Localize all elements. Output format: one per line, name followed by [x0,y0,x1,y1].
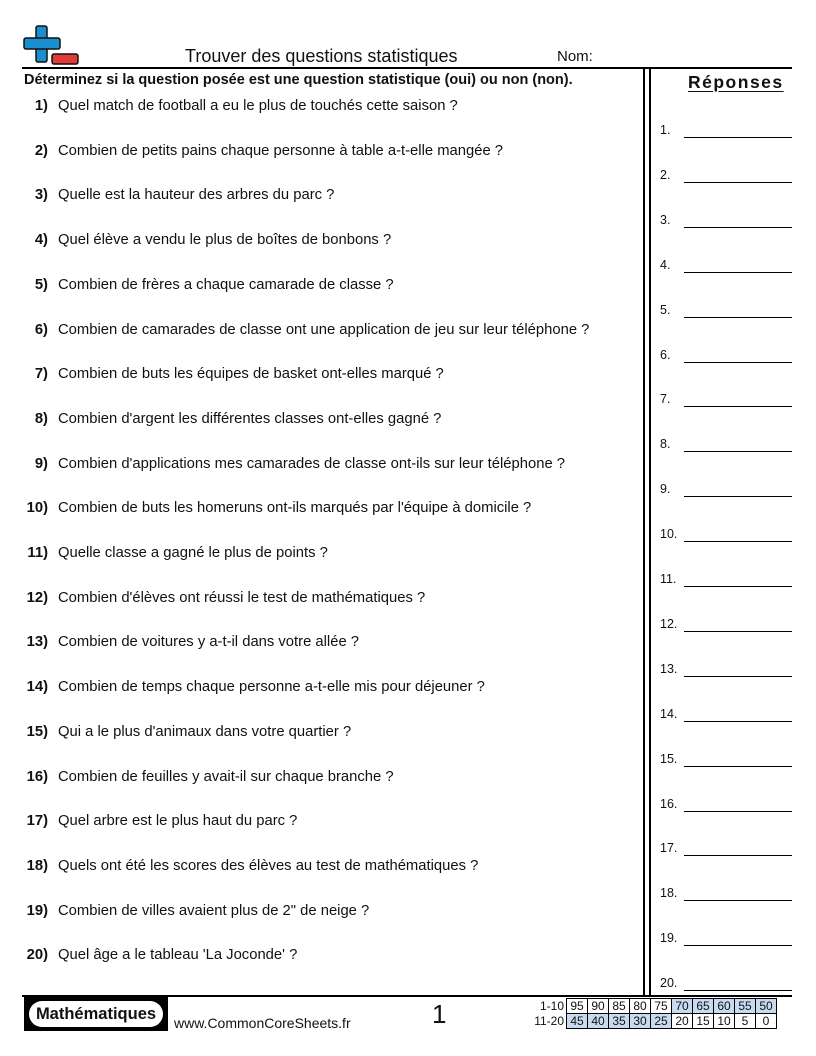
answer-number: 19. [660,931,678,946]
score-row-label: 11-20 [534,1014,564,1028]
answer-item [660,752,792,772]
question-text: Combien de petits pains chaque personne à table a-t-elle mangée ? [58,142,504,159]
score-cell: 60 [714,999,735,1014]
question-number: 4) [34,232,48,249]
question-text: Combien d'élèves ont réussi le test de mathématiques ? [58,589,426,606]
question-text: Combien de camarades de classe ont une application de jeu sur leur téléphone ? [58,321,590,338]
question-item [0,98,640,122]
page-number: 1 [432,999,447,1029]
score-cell: 80 [630,999,651,1014]
answer-blank-line[interactable] [684,227,792,228]
answer-number: 8. [660,437,671,452]
answer-item [660,437,792,457]
question-item [0,277,640,301]
score-cell: 90 [588,999,609,1014]
question-number: 20) [26,947,48,964]
question-item [0,947,640,971]
question-number: 14) [26,679,48,696]
question-text: Combien de voitures y a-t-il dans votre allée ? [58,634,360,651]
score-cell: 40 [588,1014,609,1029]
question-number: 7) [34,366,48,383]
answer-item [660,213,792,233]
question-number: 12) [26,589,48,606]
header-rule [22,67,792,69]
score-cell: 10 [714,1014,735,1029]
question-item [0,500,640,524]
question-text: Quel élève a vendu le plus de boîtes de bonbons ? [58,232,392,249]
question-text: Combien d'argent les différentes classes ont-elles gagné ? [58,410,442,427]
score-cell: 95 [567,999,588,1014]
answer-number: 1. [660,123,671,137]
answer-number: 6. [660,347,671,362]
question-item [0,634,640,658]
question-item [0,724,640,748]
answer-item [660,482,792,502]
question-item [0,143,640,167]
question-text: Combien de villes avaient plus de 2" de neige ? [58,902,370,919]
question-item [0,322,640,346]
answer-item [660,168,792,188]
answer-item [660,797,792,817]
answer-number: 17. [660,841,678,856]
question-item [0,232,640,256]
answer-blank-line[interactable] [684,541,792,542]
question-text: Quel arbre est le plus haut du parc ? [58,813,298,830]
score-row-label: 1-10 [539,999,564,1013]
answer-number: 13. [660,661,678,676]
answer-blank-line[interactable] [684,721,792,722]
answer-number: 14. [660,706,678,721]
answer-blank-line[interactable] [684,182,792,183]
answer-blank-line[interactable] [684,945,792,946]
answer-blank-line[interactable] [684,137,792,138]
answer-number: 9. [660,482,671,497]
answer-item [660,258,792,278]
question-number: 11) [27,545,48,561]
plus-minus-logo-icon [22,24,80,68]
question-item [0,813,640,837]
answer-item [660,617,792,637]
question-text: Combien de buts les équipes de basket ont-elles marqué ? [58,366,444,383]
score-cell: 85 [609,999,630,1014]
answer-number: 4. [660,257,671,272]
question-number: 8) [34,410,48,427]
question-text: Quelle est la hauteur des arbres du parc ? [58,187,335,204]
question-item [0,858,640,882]
score-cell: 15 [693,1014,714,1029]
answer-blank-line[interactable] [684,990,792,991]
answer-blank-line[interactable] [684,900,792,901]
question-item [0,679,640,703]
worksheet-title: Trouver des questions statistiques [185,46,458,66]
question-number: 19) [26,902,48,919]
answer-blank-line[interactable] [684,317,792,318]
answer-item [660,123,792,143]
answer-blank-line[interactable] [684,766,792,767]
question-item [0,411,640,435]
score-cell: 0 [756,1014,777,1029]
answer-item [660,348,792,368]
question-number: 17) [26,813,48,830]
answer-blank-line[interactable] [684,631,792,632]
question-number: 5) [34,276,48,293]
question-text: Quelle classe a gagné le plus de points ? [58,545,328,561]
answer-item [660,662,792,682]
score-cell: 25 [651,1014,672,1029]
score-cell: 75 [651,999,672,1014]
score-cell: 70 [672,999,693,1014]
question-text: Quel âge a le tableau 'La Joconde' ? [58,947,298,964]
instructions: Déterminez si la question posée est une question statistique (oui) ou non (non). [24,72,573,88]
question-number: 6) [34,321,48,338]
score-table [528,998,777,1029]
answer-number: 5. [660,302,671,317]
answer-blank-line[interactable] [684,811,792,812]
question-number: 13) [26,634,48,651]
question-text: Quel match de football a eu le plus de touchés cette saison ? [58,98,458,114]
answer-item [660,707,792,727]
question-item [0,366,640,390]
score-row-11-20 [528,1014,777,1029]
score-cell: 50 [756,999,777,1014]
question-text: Combien de feuilles y avait-il sur chaque branche ? [58,768,394,785]
question-item [0,903,640,927]
question-number: 16) [26,768,48,785]
answer-item [660,572,792,592]
score-cell: 35 [609,1014,630,1029]
score-cell: 20 [672,1014,693,1029]
answer-item [660,303,792,323]
score-cell: 65 [693,999,714,1014]
answer-item [660,392,792,412]
question-number: 18) [26,857,48,874]
answer-number: 10. [660,527,678,542]
score-cell: 5 [735,1014,756,1029]
question-number: 2) [34,142,48,159]
name-label: Nom: [557,48,593,65]
score-cell: 55 [735,999,756,1014]
answer-item [660,527,792,547]
answers-title: Réponses [688,72,784,92]
site-url: www.CommonCoreSheets.fr [174,1015,351,1031]
answer-number: 2. [660,167,671,182]
question-number: 15) [26,723,48,740]
question-number: 10) [26,500,48,517]
answer-item [660,931,792,951]
column-divider-left [643,67,645,997]
answer-item [660,886,792,906]
brand-label: Mathématiques [29,1001,163,1027]
question-number: 3) [34,187,48,204]
score-cell: 45 [567,1014,588,1029]
answer-item [660,976,792,996]
question-item [0,187,640,211]
question-number: 9) [34,455,48,472]
answer-blank-line[interactable] [684,676,792,677]
answer-blank-line[interactable] [684,451,792,452]
question-text: Combien de temps chaque personne a-t-elle mis pour déjeuner ? [58,679,485,696]
column-divider-right [649,67,651,997]
answer-item [660,841,792,861]
score-cell: 30 [630,1014,651,1029]
answer-number: 15. [660,751,678,766]
answer-number: 11. [660,572,677,586]
question-number: 1) [34,98,48,114]
question-text: Combien de buts les homeruns ont-ils marqués par l'équipe à domicile ? [58,500,532,517]
brand-badge [24,997,168,1031]
answer-blank-line[interactable] [684,272,792,273]
answer-number: 3. [660,212,671,227]
answer-blank-line[interactable] [684,855,792,856]
answer-number: 20. [660,976,678,991]
answer-number: 12. [660,616,678,631]
score-row-1-10 [528,999,777,1014]
answer-number: 18. [660,886,678,901]
question-text: Quels ont été les scores des élèves au test de mathématiques ? [58,857,479,874]
answer-blank-line[interactable] [684,362,792,363]
answer-blank-line[interactable] [684,406,792,407]
question-item [0,456,640,480]
question-text: Qui a le plus d'animaux dans votre quartier ? [58,723,352,740]
question-text: Combien d'applications mes camarades de classe ont-ils sur leur téléphone ? [58,455,566,472]
question-item [0,590,640,614]
answer-blank-line[interactable] [684,586,792,587]
question-text: Combien de frères a chaque camarade de classe ? [58,276,394,293]
question-item [0,545,640,569]
answer-blank-line[interactable] [684,496,792,497]
answer-number: 7. [660,392,671,407]
answer-number: 16. [660,796,678,811]
question-item [0,769,640,793]
